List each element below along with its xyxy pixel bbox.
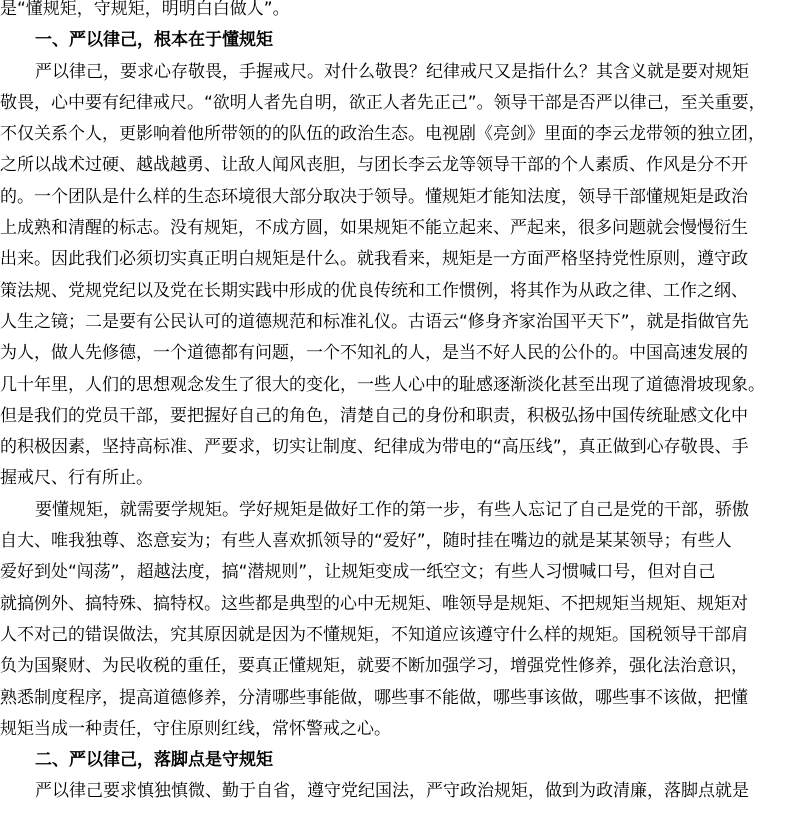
- paragraph-line: 人不对己的错误做法，究其原因就是因为不懂规矩，不知道应该遵守什么样的规矩。国税领导干部肩: [0, 624, 748, 645]
- paragraph-line: 但是我们的党员干部，要把握好自己的角色，清楚自己的身份和职责，积极弘扬中国传统耻感文化中: [0, 405, 748, 426]
- paragraph-line: 规矩当成一种责任，守住原则红线，常怀警戒之心。: [0, 718, 391, 739]
- paragraph-line: 是“懂规矩，守规矩，明明白白做人”。: [0, 0, 290, 19]
- paragraph-line: 之所以战术过硬、越战越勇、让敌人闻风丧胆，与团长李云龙等领导干部的个人素质、作风是分不开: [0, 155, 748, 176]
- paragraph-line: 几十年里，人们的思想观念发生了很大的变化，一些人心中的耻感逐渐淡化甚至出现了道德滑坡现象。: [0, 374, 765, 395]
- paragraph-line: 熟悉制度程序，提高道德修养，分清哪些事能做，哪些事不能做，哪些事该做，哪些事不该做，把懂: [0, 687, 748, 708]
- paragraph-line: 严以律己要求慎独慎微、勤于自省，遵守党纪国法，严守政治规矩，做到为政清廉，落脚点就是: [35, 781, 749, 802]
- paragraph-3: [0, 776, 806, 807]
- paragraph-line: 敬畏，心中要有纪律戒尺。“欲明人者先自明，欲正人者先正己”。领导干部是否严以律己，至关重要，: [0, 92, 766, 113]
- paragraph-line: 自大、唯我独尊、恣意妄为；有些人喜欢抓领导的“爱好”，随时挂在嘴边的就是某某领导；有些人: [0, 531, 732, 552]
- paragraph-line: 要懂规矩，就需要学规矩。学好规矩是做好工作的第一步，有些人忘记了自己是党的干部，骄傲: [35, 499, 749, 520]
- paragraph-line: 出来。因此我们必须切实真正明白规矩是什么。就我看来，规矩是一方面严格坚持党性原则，遵守政: [0, 249, 748, 270]
- paragraph-line: 的积极因素，坚持高标准、严要求，切实让制度、纪律成为带电的“高压线”，真正做到心存敬畏、手: [0, 437, 749, 458]
- section-heading-2: 二、严以律己，落脚点是守规矩: [35, 750, 273, 771]
- paragraph-line: 握戒尺、行有所止。: [0, 468, 153, 489]
- paragraph-line: 人生之镜；二是要有公民认可的道德规范和标准礼仪。古语云“修身齐家治国平天下”，就是指做官先: [0, 311, 749, 332]
- paragraph-line: 策法规、党规党纪以及党在长期实践中形成的优良传统和工作惯例，将其作为从政之律、工作之纲、: [0, 280, 748, 301]
- paragraph-line: 的。一个团队是什么样的生态环境很大部分取决于领导。懂规矩才能知法度，领导干部懂规矩是政治: [0, 186, 748, 207]
- paragraph-line: 负为国聚财、为民收税的重任，要真正懂规矩，就要不断加强学习，增强党性修养，强化法治意识，: [0, 656, 748, 677]
- paragraph-line: 为人，做人先修德，一个道德都有问题，一个不知礼的人，是当不好人民的公仆的。中国高速发展的: [0, 343, 748, 364]
- paragraph-line: 不仅关系个人，更影响着他所带领的的队伍的政治生态。电视剧《亮剑》里面的李云龙带领的独立团，: [0, 124, 765, 145]
- section-heading-1: 一、严以律己，根本在于懂规矩: [35, 30, 273, 51]
- paragraph-2: [0, 495, 806, 745]
- paragraph-line: 严以律己，要求心存敬畏，手握戒尺。对什么敬畏？纪律戒尺又是指什么？其含义就是要对规矩: [35, 61, 749, 82]
- paragraph-1: [0, 57, 806, 495]
- paragraph-line: 上成熟和清醒的标志。没有规矩，不成方圆，如果规矩不能立起来、严起来，很多问题就会慢慢衍生: [0, 218, 748, 239]
- paragraph-line: 就搞例外、搞特殊、搞特权。这些都是典型的心中无规矩、唯领导是规矩、不把规矩当规矩、规矩对: [0, 593, 748, 614]
- paragraph-line: 爱好到处“闯荡”，超越法度，搞“潜规则”，让规矩变成一纸空文；有些人习惯喊口号，但对自己: [0, 562, 716, 583]
